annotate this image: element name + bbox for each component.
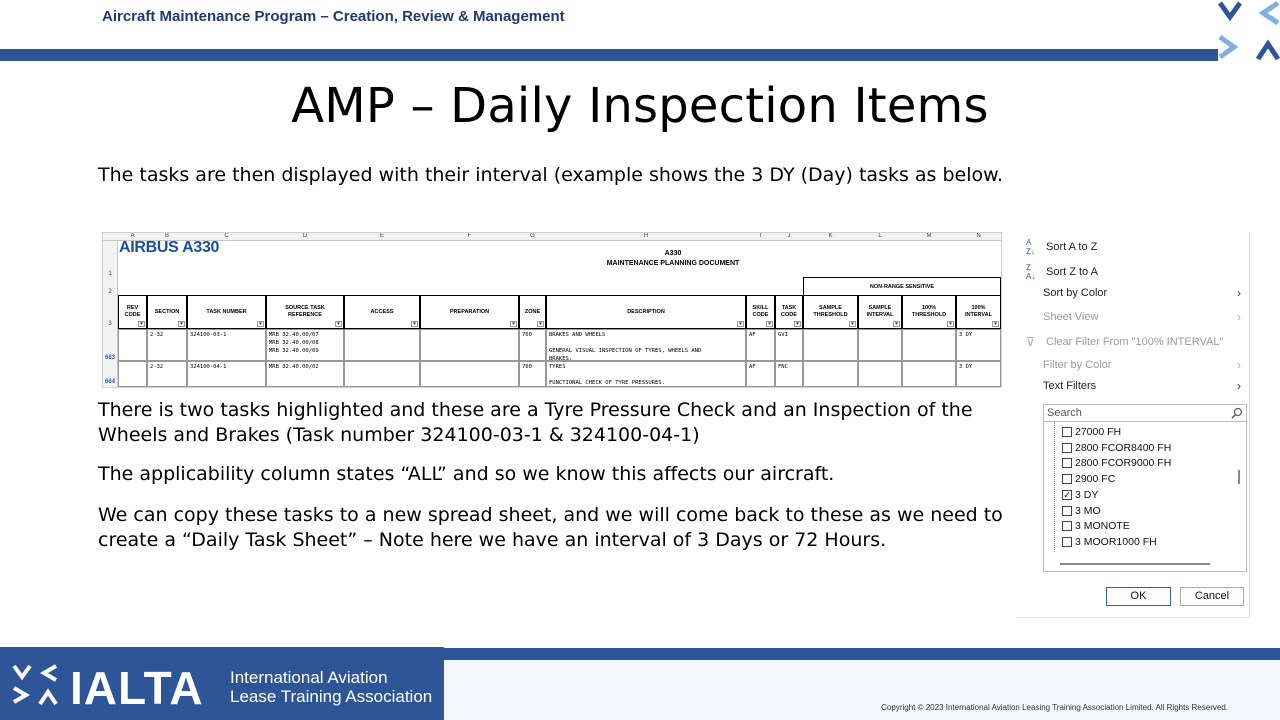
cell-skill[interactable]: AF (746, 329, 775, 361)
sort-z-to-a-label: Sort Z to A (1046, 266, 1098, 278)
tasks-text: There is two tasks highlighted and these are a Tyre Pressure Check and an Inspection of the Wheels and Brakes (Task number 324100-03-1 & 324100-04-1) (98, 399, 973, 446)
column-letter: N (976, 233, 981, 239)
cell-empty[interactable] (420, 361, 519, 387)
ok-button[interactable]: OK (1106, 587, 1171, 606)
cell-section[interactable]: 2-32 (147, 329, 187, 361)
cell-empty[interactable] (803, 329, 858, 361)
checkbox-checked-icon[interactable]: ✓ (1063, 489, 1071, 500)
footer-bar (444, 648, 1280, 660)
filter-dropdown-icon[interactable]: ▾ (510, 321, 517, 327)
column-header-label: ACCESS (370, 308, 394, 315)
filter-dropdown-icon[interactable]: ▾ (411, 321, 418, 327)
footer-brand: IALTA (70, 662, 204, 714)
clear-filter[interactable] (1026, 336, 1223, 348)
sheet-view-label: Sheet View (1043, 311, 1099, 323)
filter-value-label: 2800 FCOR8400 FH (1075, 441, 1172, 454)
column-header (420, 295, 519, 329)
chevron-right-icon: › (1237, 379, 1241, 393)
cell-zone[interactable]: 700 (519, 361, 546, 387)
search-placeholder: Search (1047, 407, 1082, 419)
checkbox-icon[interactable] (1062, 427, 1072, 437)
checkbox-icon[interactable] (1062, 506, 1072, 516)
horizontal-scrollbar[interactable] (1060, 563, 1210, 565)
column-header (746, 295, 775, 329)
ialta-mark-icon (12, 664, 58, 706)
row-number: 664 (104, 379, 115, 385)
filter-value-item[interactable] (1062, 520, 1130, 532)
header-bar (0, 49, 1218, 61)
cell-empty[interactable] (420, 329, 519, 361)
column-header-label: TASK CODE (781, 305, 797, 318)
column-letter: K (828, 233, 833, 239)
org-line: Lease Training Association (230, 687, 433, 706)
checkbox-icon[interactable] (1062, 537, 1072, 547)
cell-source-ref[interactable]: MRB 32.40.00/07 MRB 32.40.00/08 MRB 32.40.00/09 (266, 329, 344, 361)
cell-interval[interactable]: 3 DY (956, 361, 1001, 387)
cell-empty[interactable] (118, 361, 147, 387)
column-header (858, 295, 902, 329)
checkbox-icon[interactable] (1062, 474, 1072, 484)
vertical-scrollbar[interactable] (1238, 470, 1240, 484)
column-header (187, 295, 266, 329)
column-header-label: 100% THRESHOLD (911, 305, 947, 318)
column-letter: J (787, 233, 791, 239)
header-title: Aircraft Maintenance Program – Creation, Review & Management (102, 8, 565, 25)
cell-interval[interactable]: 3 DY (956, 329, 1001, 361)
column-header (775, 295, 803, 329)
column-header-label: TASK NUMBER (206, 308, 247, 315)
filter-dropdown-icon[interactable]: ▾ (947, 321, 954, 327)
org-line: International Aviation (230, 668, 388, 687)
sheet-view[interactable] (1043, 311, 1098, 323)
filter-by-color-label: Filter by Color (1043, 359, 1112, 371)
filter-by-color[interactable] (1043, 359, 1111, 371)
filter-value-label: 3 MO (1075, 504, 1101, 517)
column-letter: C (224, 233, 229, 239)
checkbox-icon[interactable] (1062, 521, 1072, 531)
filter-value-list (1043, 422, 1247, 572)
column-header-label: REV CODE (124, 305, 141, 318)
sort-z-to-a[interactable] (1026, 263, 1098, 281)
cell-empty[interactable] (902, 361, 956, 387)
column-header (344, 295, 420, 329)
column-letter: E (379, 233, 384, 239)
filter-value-label: 3 MONOTE (1075, 520, 1130, 533)
filter-value-label: 3 DY (1075, 488, 1099, 501)
checkbox-icon[interactable] (1062, 458, 1072, 468)
mpd-spreadsheet (102, 232, 1002, 388)
filter-value-label: 2900 FC (1075, 473, 1116, 486)
filter-dropdown-icon[interactable]: ▾ (893, 321, 900, 327)
column-letter: D (302, 233, 308, 239)
column-header (803, 295, 858, 329)
chevron-right-icon: › (1237, 358, 1241, 372)
chevron-right-icon: › (1237, 310, 1241, 324)
column-letter: G (530, 233, 535, 239)
applicability-text: The applicability column states “ALL” and so we know this affects our aircraft. (98, 463, 835, 485)
copyright: Copyright © 2023 International Aviation Leasing Training Association Limited. All Rights Reserved. (881, 703, 1228, 712)
filter-value-item[interactable] (1062, 426, 1121, 438)
non-range-sensitive-header: NON-RANGE SENSITIVE (803, 277, 1001, 295)
filter-value-label: 2800 FCOR9000 FH (1075, 457, 1172, 470)
cell-empty[interactable] (858, 361, 902, 387)
cell-source-ref[interactable]: MRB 32.40.00/02 (266, 361, 344, 387)
chevron-right-icon: › (1237, 286, 1241, 300)
cell-empty[interactable] (803, 361, 858, 387)
search-icon (1231, 407, 1243, 419)
intro-text: The tasks are then displayed with their interval (example shows the 3 DY (Day) tasks as below. (98, 164, 1003, 186)
tree-line (1054, 422, 1055, 552)
sort-a-to-z-label: Sort A to Z (1046, 241, 1098, 253)
column-letter: L (878, 233, 882, 239)
document-title (583, 249, 763, 269)
cell-empty[interactable] (118, 329, 147, 361)
filter-dropdown-icon[interactable]: ▾ (766, 321, 773, 327)
cell-task-number[interactable]: 324100-04-1 (187, 361, 266, 387)
filter-value-item[interactable] (1062, 536, 1157, 548)
checkbox-icon[interactable] (1062, 443, 1072, 453)
cancel-button[interactable]: Cancel (1180, 587, 1244, 606)
cell-task-number[interactable]: 324100-03-1 (187, 329, 266, 361)
ialta-logo-icon (1218, 0, 1280, 62)
footer-org-name (230, 668, 432, 706)
cell-skill[interactable]: AF (746, 361, 775, 387)
row-number: 2 (108, 289, 112, 295)
footer-logo-block (0, 647, 444, 720)
column-letters (103, 233, 1002, 241)
doc-title-line: MAINTENANCE PLANNING DOCUMENT (606, 260, 740, 267)
filter-dropdown-icon[interactable]: ▾ (178, 321, 185, 327)
sort-by-color[interactable] (1043, 287, 1107, 299)
row-number: 663 (104, 355, 115, 361)
copy-text: We can copy these tasks to a new spread sheet, and we will come back to these as we need to create a “Daily Task Sheet” – Note here we have an interval of 3 Days or 72 Hours. (98, 504, 1003, 551)
slide-title: AMP – Daily Inspection Items (291, 78, 989, 134)
airbus-logo: AIRBUS A330 (119, 239, 220, 256)
row-number: 1 (108, 271, 112, 277)
filter-value-item[interactable] (1062, 505, 1101, 517)
column-header-label: SKILL CODE (752, 305, 769, 318)
column-header (956, 295, 1001, 329)
filter-value-item[interactable] (1062, 442, 1171, 454)
sort-by-color-label: Sort by Color (1043, 287, 1108, 299)
cell-zone[interactable]: 700 (519, 329, 546, 361)
filter-value-label: 27000 FH (1075, 426, 1122, 438)
cell-empty[interactable] (902, 329, 956, 361)
autofilter-panel (1016, 232, 1250, 618)
row-numbers (103, 241, 118, 388)
sort-descending-icon: Z A↓ (1026, 263, 1036, 281)
cell-task-code[interactable]: GVI (775, 329, 803, 361)
filter-dropdown-icon[interactable]: ▾ (992, 321, 999, 327)
column-header-label: SAMPLE INTERVAL (866, 305, 894, 318)
text-filters-label: Text Filters (1043, 380, 1097, 392)
clear-filter-label: Clear Filter From "100% INTERVAL" (1046, 336, 1224, 348)
row-number: 3 (108, 321, 112, 327)
filter-dropdown-icon[interactable]: ▾ (335, 321, 342, 327)
column-header-label: 100% INTERVAL (965, 305, 992, 318)
clear-filter-icon: ⊽ (1026, 334, 1035, 349)
column-letter: I (759, 233, 762, 239)
column-letter: F (467, 233, 472, 239)
column-letter: A (130, 233, 135, 239)
filter-dropdown-icon[interactable]: ▾ (138, 321, 145, 327)
column-header (519, 295, 546, 329)
column-letter: B (164, 233, 169, 239)
filter-dropdown-icon[interactable]: ▾ (737, 321, 744, 327)
filter-value-label: 3 MOOR1000 FH (1075, 535, 1157, 548)
cell-task-code[interactable]: FNC (775, 361, 803, 387)
filter-value-item[interactable] (1062, 489, 1098, 501)
cell-empty[interactable] (344, 329, 420, 361)
column-header (147, 295, 187, 329)
column-header-label: DESCRIPTION (627, 308, 665, 315)
filter-search-input[interactable] (1043, 404, 1247, 422)
sort-ascending-icon: A Z↓ (1026, 238, 1035, 256)
filter-dropdown-icon[interactable]: ▾ (257, 321, 264, 327)
column-letter: H (643, 233, 649, 239)
column-header-label: SOURCE TASK REFERENCE (285, 305, 325, 318)
filter-value-item[interactable] (1062, 473, 1115, 485)
cell-section[interactable]: 2-32 (147, 361, 187, 387)
column-header (266, 295, 344, 329)
column-header-label: SECTION (154, 308, 180, 315)
column-header (546, 295, 746, 329)
cell-description[interactable]: BRAKES AND WHEELS GENERAL VISUAL INSPECTION OF TYRES, WHEELS AND BRAKES. (546, 329, 746, 361)
column-letter: M (926, 233, 932, 239)
filter-value-item[interactable] (1062, 457, 1171, 469)
filter-dropdown-icon[interactable]: ▾ (794, 321, 801, 327)
column-header-label: SAMPLE THRESHOLD (813, 305, 848, 318)
column-header-label: PREPARATION (449, 308, 490, 315)
filter-dropdown-icon[interactable]: ▾ (537, 321, 544, 327)
sort-a-to-z[interactable] (1026, 238, 1097, 256)
text-filters[interactable] (1043, 380, 1096, 392)
cell-empty[interactable] (858, 329, 902, 361)
cell-empty[interactable] (344, 361, 420, 387)
doc-title-line: A330 (664, 250, 682, 257)
column-header (118, 295, 147, 329)
filter-dropdown-icon[interactable]: ▾ (849, 321, 856, 327)
cell-description[interactable]: TYRES FUNCTIONAL CHECK OF TYRE PRESSURES. (546, 361, 746, 387)
column-header (902, 295, 956, 329)
column-header-label: ZONE (524, 308, 541, 315)
